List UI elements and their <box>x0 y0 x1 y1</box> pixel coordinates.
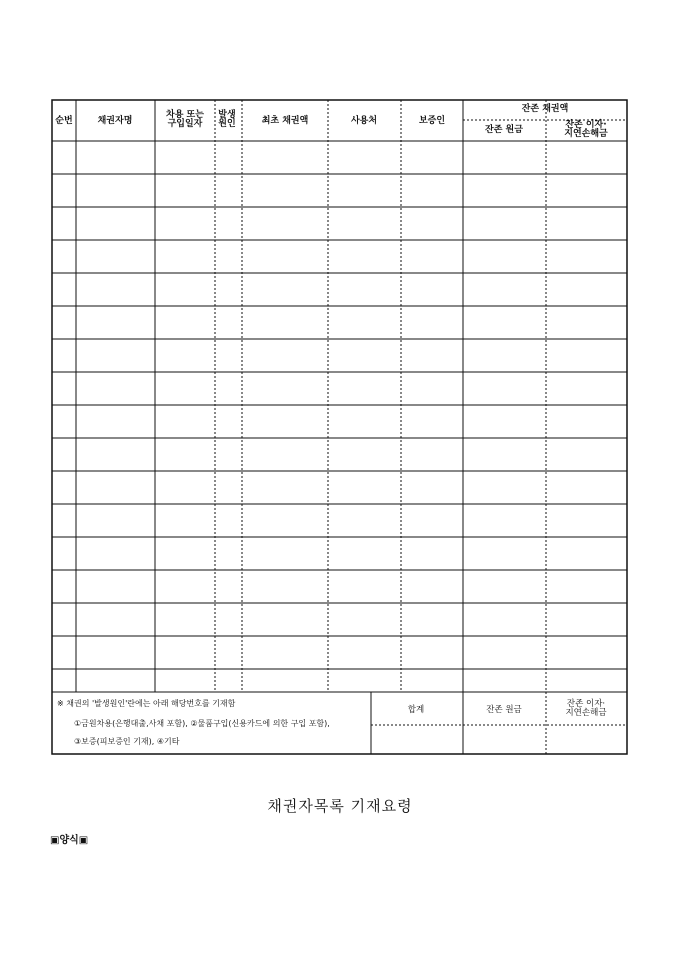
table-cell-guarantor[interactable] <box>401 636 463 669</box>
table-cell-seq[interactable] <box>52 141 76 174</box>
table-cell-initial-amount[interactable] <box>242 669 328 702</box>
table-cell-date[interactable] <box>155 636 215 669</box>
table-cell-purpose[interactable] <box>328 240 401 273</box>
table-cell-creditor[interactable] <box>76 636 155 669</box>
table-cell-interest[interactable] <box>546 471 627 504</box>
table-cell-creditor[interactable] <box>76 537 155 570</box>
table-cell-interest[interactable] <box>546 174 627 207</box>
table-cell-interest[interactable] <box>546 603 627 636</box>
table-cell-initial-amount[interactable] <box>242 570 328 603</box>
table-cell-purpose[interactable] <box>328 570 401 603</box>
header-date-line2: 구입일자 <box>167 119 203 129</box>
table-cell-purpose[interactable] <box>328 636 401 669</box>
table-cell-guarantor[interactable] <box>401 372 463 405</box>
table-cell-initial-amount[interactable] <box>242 405 328 438</box>
table-cell-interest[interactable] <box>546 207 627 240</box>
table-cell-interest[interactable] <box>546 504 627 537</box>
table-cell-purpose[interactable] <box>328 306 401 339</box>
header-purpose: 사용처 <box>350 116 378 126</box>
table-cell-cause[interactable] <box>215 339 242 372</box>
table-cell-principal[interactable] <box>463 372 546 405</box>
table-cell-seq[interactable] <box>52 273 76 306</box>
footer-interest-label-line2: 지연손해금 <box>565 708 607 718</box>
table-cell-creditor[interactable] <box>76 405 155 438</box>
table-cell-guarantor[interactable] <box>401 537 463 570</box>
table-cell-purpose[interactable] <box>328 207 401 240</box>
table-cell-principal[interactable] <box>463 141 546 174</box>
table-cell-date[interactable] <box>155 372 215 405</box>
table-row <box>0 570 680 603</box>
table-cell-guarantor[interactable] <box>401 174 463 207</box>
table-cell-date[interactable] <box>155 240 215 273</box>
table-cell-cause[interactable] <box>215 240 242 273</box>
header-guarantor: 보증인 <box>418 116 446 126</box>
header-remaining-group: 잔존 채권액 <box>521 104 569 114</box>
table-cell-interest[interactable] <box>546 372 627 405</box>
table-cell-seq[interactable] <box>52 372 76 405</box>
table-cell-interest[interactable] <box>546 570 627 603</box>
table-cell-purpose[interactable] <box>328 273 401 306</box>
table-cell-seq[interactable] <box>52 438 76 471</box>
table-cell-date[interactable] <box>155 141 215 174</box>
table-cell-date[interactable] <box>155 504 215 537</box>
table-cell-principal[interactable] <box>463 636 546 669</box>
table-cell-date[interactable] <box>155 669 215 702</box>
table-cell-seq[interactable] <box>52 240 76 273</box>
table-row <box>0 372 680 405</box>
header-remaining-interest <box>564 121 607 139</box>
table-cell-purpose[interactable] <box>328 339 401 372</box>
table-cell-date[interactable] <box>155 603 215 636</box>
table-cell-principal[interactable] <box>463 471 546 504</box>
table-cell-guarantor[interactable] <box>401 504 463 537</box>
table-cell-seq[interactable] <box>52 636 76 669</box>
table-cell-principal[interactable] <box>463 273 546 306</box>
table-cell-purpose[interactable] <box>328 174 401 207</box>
table-cell-principal[interactable] <box>463 240 546 273</box>
note-line-3: ③보증(피보증인 기재), ④기타 <box>74 737 180 746</box>
table-cell-guarantor[interactable] <box>401 669 463 702</box>
header-date <box>166 111 204 129</box>
header-date-line1: 차용 또는 <box>166 110 204 120</box>
table-cell-date[interactable] <box>155 306 215 339</box>
table-cell-purpose[interactable] <box>328 405 401 438</box>
table-cell-guarantor[interactable] <box>401 207 463 240</box>
table-cell-interest[interactable] <box>546 636 627 669</box>
table-cell-guarantor[interactable] <box>401 339 463 372</box>
table-cell-cause[interactable] <box>215 405 242 438</box>
table-cell-seq[interactable] <box>52 504 76 537</box>
table-row <box>0 174 680 207</box>
table-row <box>0 636 680 669</box>
table-cell-creditor[interactable] <box>76 339 155 372</box>
table-cell-cause[interactable] <box>215 669 242 702</box>
header-cause-line2: 원인 <box>218 119 236 129</box>
table-cell-principal[interactable] <box>463 603 546 636</box>
table-row <box>0 669 680 702</box>
table-cell-seq[interactable] <box>52 603 76 636</box>
table-row <box>0 438 680 471</box>
table-cell-cause[interactable] <box>215 438 242 471</box>
table-cell-creditor[interactable] <box>76 207 155 240</box>
table-cell-interest[interactable] <box>546 306 627 339</box>
table-cell-initial-amount[interactable] <box>242 636 328 669</box>
header-remaining-principal: 잔존 원금 <box>485 125 523 135</box>
table-cell-date[interactable] <box>155 207 215 240</box>
table-row <box>0 405 680 438</box>
table-row <box>0 603 680 636</box>
table-cell-seq[interactable] <box>52 405 76 438</box>
table-cell-guarantor[interactable] <box>401 438 463 471</box>
table-cell-cause[interactable] <box>215 273 242 306</box>
table-cell-cause[interactable] <box>215 207 242 240</box>
table-row <box>0 504 680 537</box>
table-cell-initial-amount[interactable] <box>242 306 328 339</box>
table-cell-cause[interactable] <box>215 306 242 339</box>
table-cell-interest[interactable] <box>546 405 627 438</box>
table-cell-cause[interactable] <box>215 174 242 207</box>
table-cell-cause[interactable] <box>215 372 242 405</box>
table-cell-principal[interactable] <box>463 669 546 702</box>
header-creditor: 채권자명 <box>97 116 133 126</box>
table-cell-seq[interactable] <box>52 174 76 207</box>
table-cell-purpose[interactable] <box>328 372 401 405</box>
table-cell-cause[interactable] <box>215 471 242 504</box>
header-remaining-interest-line1: 잔존 이자· <box>565 120 607 130</box>
table-cell-creditor[interactable] <box>76 603 155 636</box>
table-cell-guarantor[interactable] <box>401 273 463 306</box>
table-cell-seq[interactable] <box>52 339 76 372</box>
table-cell-initial-amount[interactable] <box>242 174 328 207</box>
table-cell-purpose[interactable] <box>328 471 401 504</box>
table-cell-principal[interactable] <box>463 306 546 339</box>
table-cell-date[interactable] <box>155 405 215 438</box>
header-seq: 순번 <box>55 116 73 126</box>
table-cell-date[interactable] <box>155 438 215 471</box>
table-cell-cause[interactable] <box>215 504 242 537</box>
table-row <box>0 537 680 570</box>
table-cell-date[interactable] <box>155 471 215 504</box>
table-cell-guarantor[interactable] <box>401 141 463 174</box>
table-cell-cause[interactable] <box>215 537 242 570</box>
table-cell-seq[interactable] <box>52 570 76 603</box>
table-cell-seq[interactable] <box>52 669 76 702</box>
table-cell-interest[interactable] <box>546 339 627 372</box>
table-cell-principal[interactable] <box>463 438 546 471</box>
table-cell-initial-amount[interactable] <box>242 273 328 306</box>
table-cell-creditor[interactable] <box>76 240 155 273</box>
table-cell-initial-amount[interactable] <box>242 537 328 570</box>
table-cell-guarantor[interactable] <box>401 570 463 603</box>
table-cell-initial-amount[interactable] <box>242 603 328 636</box>
table-cell-creditor[interactable] <box>76 372 155 405</box>
table-cell-creditor[interactable] <box>76 141 155 174</box>
table-cell-creditor[interactable] <box>76 504 155 537</box>
table-cell-initial-amount[interactable] <box>242 471 328 504</box>
table-cell-date[interactable] <box>155 537 215 570</box>
table-cell-creditor[interactable] <box>76 306 155 339</box>
table-row <box>0 207 680 240</box>
table-cell-seq[interactable] <box>52 207 76 240</box>
header-cause <box>218 111 235 129</box>
table-row <box>0 240 680 273</box>
table-cell-seq[interactable] <box>52 537 76 570</box>
header-cause-line1: 발생 <box>218 110 236 120</box>
table-cell-guarantor[interactable] <box>401 306 463 339</box>
table-cell-seq[interactable] <box>52 306 76 339</box>
table-cell-purpose[interactable] <box>328 504 401 537</box>
table-cell-interest[interactable] <box>546 273 627 306</box>
table-cell-initial-amount[interactable] <box>242 438 328 471</box>
table-cell-cause[interactable] <box>215 141 242 174</box>
note-line-1: ※ 채권의 '발생원인'란에는 아래 해당번호를 기재함 <box>57 699 236 708</box>
table-cell-date[interactable] <box>155 570 215 603</box>
table-cell-principal[interactable] <box>463 504 546 537</box>
table-row <box>0 273 680 306</box>
table-cell-purpose[interactable] <box>328 603 401 636</box>
table-cell-principal[interactable] <box>463 570 546 603</box>
table-cell-principal[interactable] <box>463 339 546 372</box>
table-cell-principal[interactable] <box>463 405 546 438</box>
table-cell-interest[interactable] <box>546 669 627 702</box>
form-label: ▣양식▣ <box>50 835 89 846</box>
table-cell-purpose[interactable] <box>328 669 401 702</box>
table-row <box>0 471 680 504</box>
table-cell-creditor[interactable] <box>76 438 155 471</box>
table-cell-creditor[interactable] <box>76 669 155 702</box>
table-cell-guarantor[interactable] <box>401 240 463 273</box>
table-cell-guarantor[interactable] <box>401 405 463 438</box>
table-cell-principal[interactable] <box>463 537 546 570</box>
table-cell-guarantor[interactable] <box>401 603 463 636</box>
table-cell-principal[interactable] <box>463 207 546 240</box>
table-cell-interest[interactable] <box>546 141 627 174</box>
footer-interest-label-line1: 잔존 이자· <box>566 699 606 709</box>
footer-total-label: 합계 <box>407 705 425 715</box>
header-initial-amount: 최초 채권액 <box>261 116 309 126</box>
table-cell-purpose[interactable] <box>328 537 401 570</box>
table-cell-cause[interactable] <box>215 603 242 636</box>
table-row <box>0 339 680 372</box>
table-cell-date[interactable] <box>155 174 215 207</box>
table-cell-cause[interactable] <box>215 636 242 669</box>
table-row <box>0 306 680 339</box>
table-cell-initial-amount[interactable] <box>242 372 328 405</box>
table-cell-initial-amount[interactable] <box>242 504 328 537</box>
document-title: 채권자목록 기재요령 <box>267 797 413 815</box>
table-cell-creditor[interactable] <box>76 471 155 504</box>
table-row <box>0 141 680 174</box>
table-cell-interest[interactable] <box>546 537 627 570</box>
table-cell-principal[interactable] <box>463 174 546 207</box>
table-cell-guarantor[interactable] <box>401 471 463 504</box>
footer-principal-label: 잔존 원금 <box>486 705 522 715</box>
table-cell-interest[interactable] <box>546 438 627 471</box>
table-cell-initial-amount[interactable] <box>242 141 328 174</box>
note-line-2: ①금원차용(은행대출,사채 포함), ②물품구입(신용카드에 의한 구입 포함), <box>74 719 330 728</box>
table-cell-seq[interactable] <box>52 471 76 504</box>
table-cell-creditor[interactable] <box>76 273 155 306</box>
table-cell-creditor[interactable] <box>76 174 155 207</box>
table-cell-initial-amount[interactable] <box>242 240 328 273</box>
table-cell-date[interactable] <box>155 273 215 306</box>
table-cell-purpose[interactable] <box>328 141 401 174</box>
table-cell-date[interactable] <box>155 339 215 372</box>
table-cell-interest[interactable] <box>546 240 627 273</box>
table-cell-initial-amount[interactable] <box>242 207 328 240</box>
header-remaining-interest-line2: 지연손해금 <box>564 129 608 139</box>
table-cell-purpose[interactable] <box>328 438 401 471</box>
footer-interest-label <box>565 700 606 718</box>
table-cell-creditor[interactable] <box>76 570 155 603</box>
table-cell-cause[interactable] <box>215 570 242 603</box>
table-cell-initial-amount[interactable] <box>242 339 328 372</box>
